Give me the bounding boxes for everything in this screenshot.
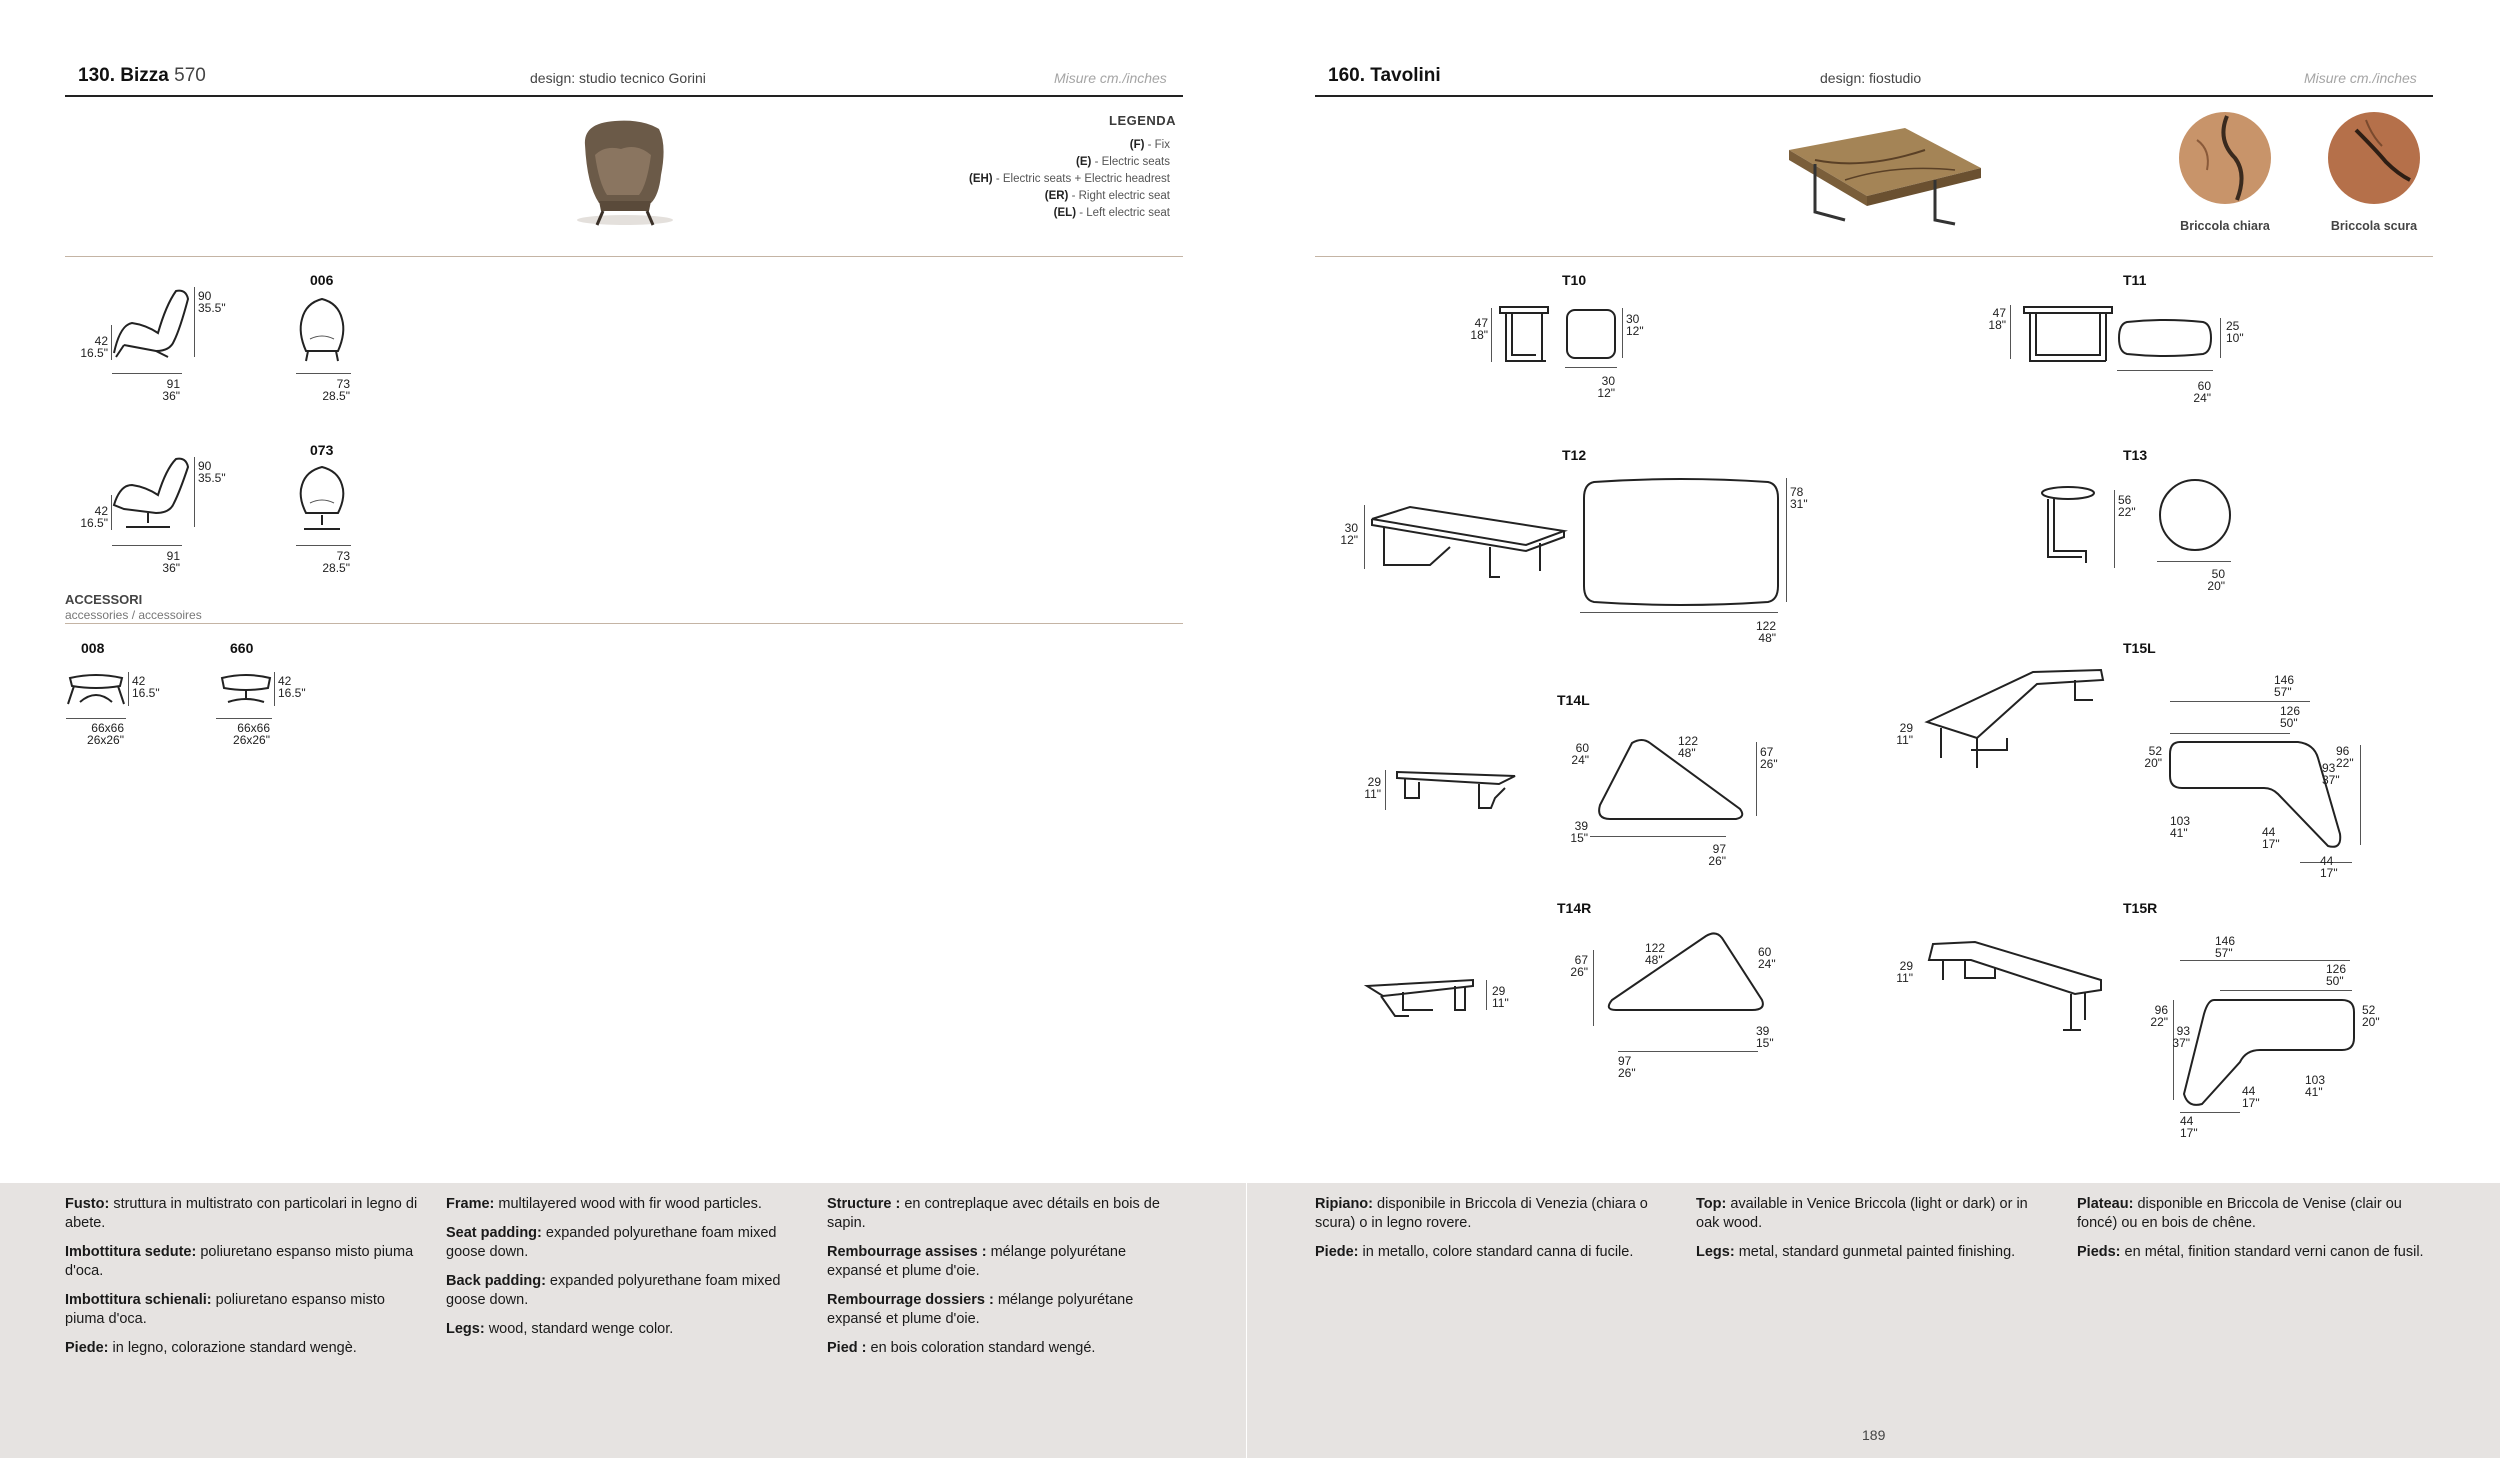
page-number: 189 — [1862, 1427, 1886, 1443]
t14r-top-drawing — [1600, 928, 1766, 1028]
dim-width: 78 31" — [1790, 485, 1808, 511]
t10-side-drawing — [1498, 305, 1550, 365]
table-code-T14L: T14L — [1557, 692, 1590, 708]
specs-right-en: Top: available in Venice Briccola (light or dark) or in oak wood. Legs: metal, standard gunmetal painted finishing. — [1696, 1196, 2028, 1260]
t14l-side-drawing — [1395, 768, 1517, 812]
dim-depth: 122 48" — [1755, 619, 1776, 645]
section-rule-right — [1315, 256, 2433, 257]
t13-top-drawing — [2157, 477, 2233, 553]
page-gutter — [1246, 1183, 1247, 1458]
product-name: Bizza — [120, 65, 169, 86]
table-code-T11: T11 — [2123, 272, 2147, 288]
t15r-top-drawing — [2180, 996, 2358, 1110]
dim-depth: 60 24" — [2193, 379, 2211, 405]
dim-g: 44 17" — [2262, 825, 2280, 851]
table-code-T10: T10 — [1562, 272, 1587, 288]
swatch-label: Briccola chiara — [2180, 219, 2270, 233]
dim-e: 39 15" — [1570, 819, 1588, 845]
table-code-T12: T12 — [1562, 447, 1587, 463]
coffee-table-photo — [1785, 120, 1985, 230]
accessories-title: ACCESSORI — [65, 592, 143, 607]
product-code: 570 — [174, 65, 206, 86]
dim-f: 97 26" — [1618, 1054, 1636, 1080]
dim-d: 96 22" — [2336, 744, 2354, 770]
specs-left-fr: Structure : en contreplaque avec détails en bois de sapin. Rembourrage assises : mélange polyurétane expansé et plume d'oie. Rembourrage dossiers : mélange polyurétane expansé et plume d'oie. Pied : en bois coloration standard wengé. — [827, 1196, 1160, 1356]
table-code-T13: T13 — [2123, 447, 2148, 463]
specs-left-it: Fusto: struttura in multistrato con particolari in legno di abete. Imbottitura sedute: poliuretano espanso misto piuma d'oca. Imbottitura schienali: poliuretano espanso misto piuma d'oca. Piede: in legno, colorazione standard wengè. — [65, 1196, 418, 1356]
section-number: 160. — [1328, 65, 1365, 86]
dim-c: 52 20" — [2144, 744, 2162, 770]
dim-b: 122 48" — [1645, 941, 1666, 967]
dim-f: 103 41" — [2170, 814, 2191, 840]
t13-side-drawing — [2038, 485, 2098, 569]
legend-title: LEGENDA — [1109, 113, 1177, 128]
dim-height: 47 18" — [1470, 316, 1488, 342]
dim-a: 60 24" — [1571, 741, 1589, 767]
t10-top-drawing — [1565, 308, 1617, 360]
dim-g: 44 17" — [2242, 1084, 2260, 1110]
dim-i: 44 17" — [2320, 854, 2338, 880]
specs-right-it: Ripiano: disponibile in Briccola di Venezia (chiara o scura) o in legno rovere. Piede: in metallo, colore standard canna di fucile. — [1315, 1196, 1648, 1260]
dim-depth: 91 36" — [162, 549, 180, 575]
dim-height: 30 12" — [1340, 521, 1358, 547]
t12-top-drawing — [1580, 478, 1782, 606]
t11-side-drawing — [2022, 305, 2114, 365]
ottoman-drawing — [66, 672, 126, 708]
dim-i: 44 17" — [2180, 1114, 2198, 1140]
dim-a: 67 26" — [1570, 953, 1588, 979]
dim-seat: 42 16.5" — [80, 504, 108, 530]
model-code-006: 006 — [310, 272, 334, 288]
section-number: 130. — [78, 65, 115, 86]
dim-b: 126 50" — [2280, 704, 2301, 730]
dim-height: 42 16.5" — [132, 674, 160, 700]
dim-seat: 42 16.5" — [80, 334, 108, 360]
table-code-T15R: T15R — [2123, 900, 2158, 916]
ottoman-swivel-drawing — [218, 672, 274, 708]
t15l-top-drawing — [2168, 738, 2344, 852]
accessory-code-660: 660 — [230, 640, 254, 656]
specs-right-fr: Plateau: disponible en Briccola de Venise (clair ou foncé) ou en bois de chêne. Pieds: en métal, finition standard verni canon de fusil. — [2077, 1196, 2424, 1260]
accessories-subtitle: accessories / accessoires — [65, 608, 202, 622]
measure-unit-right: Misure cm./inches — [2304, 70, 2417, 86]
dim-height: 47 18" — [1988, 306, 2006, 332]
t11-top-drawing — [2117, 318, 2213, 360]
t15l-perspective-drawing — [1925, 668, 2105, 770]
legend-item: (E) - Electric seats — [1076, 156, 1170, 168]
swivel-chair-front-drawing — [292, 463, 352, 535]
swivel-chair-side-drawing — [110, 455, 190, 530]
dim-height: 42 16.5" — [278, 674, 306, 700]
dim-width: 73 28.5" — [322, 549, 350, 575]
t14r-side-drawing — [1365, 976, 1475, 1026]
page-title-left — [78, 65, 206, 87]
header-rule-left — [65, 95, 1183, 97]
accessories-rule — [65, 623, 1183, 624]
t15r-perspective-drawing — [1925, 940, 2103, 1040]
product-name: Tavolini — [1370, 65, 1441, 86]
specs-left-en: Frame: multilayered wood with fir wood particles. Seat padding: expanded polyurethane foam mixed goose down. Back padding: expanded polyurethane foam mixed goose down. Legs: wood, standard wenge color. — [446, 1196, 781, 1337]
page-title-right — [1328, 65, 1441, 87]
legend-item: (EH) - Electric seats + Electric headrest — [969, 173, 1170, 185]
designer-right: design: fiostudio — [1820, 70, 1922, 86]
dim-e: 93 37" — [2172, 1024, 2190, 1050]
dim-c: 60 24" — [1758, 945, 1776, 971]
legend-item: (ER) - Right electric seat — [1044, 190, 1170, 202]
swatch-label: Briccola scura — [2330, 219, 2418, 233]
dim-height: 29 11" — [1896, 721, 1913, 747]
armchair-side-drawing — [110, 285, 190, 360]
table-code-T14R: T14R — [1557, 900, 1592, 916]
dim-height: 90 35.5" — [198, 459, 226, 485]
dim-depth: 91 36" — [162, 377, 180, 403]
dim-a: 146 57" — [2215, 934, 2236, 960]
model-code-073: 073 — [310, 442, 334, 458]
dim-b: 126 50" — [2326, 962, 2347, 988]
dim-c: 52 20" — [2362, 1003, 2380, 1029]
armchair-photo — [555, 115, 695, 227]
legend-item: (F) - Fix — [1129, 139, 1170, 151]
dim-e: 39 15" — [1756, 1024, 1774, 1050]
dim-height: 29 11" — [1364, 775, 1381, 801]
dim-width: 25 10" — [2226, 319, 2244, 345]
dim-width: 73 28.5" — [322, 377, 350, 403]
dim-height: 56 22" — [2118, 493, 2136, 519]
dim-depth: 50 20" — [2207, 567, 2225, 593]
dim-depth: 30 12" — [1597, 374, 1615, 400]
designer-left: design: studio tecnico Gorini — [530, 70, 706, 86]
swatch-briccola-chiara — [2177, 110, 2273, 206]
dim-height: 90 35.5" — [198, 289, 226, 315]
swatch-briccola-scura — [2326, 110, 2422, 206]
dim-d: 96 22" — [2150, 1003, 2168, 1029]
dim-f: 103 41" — [2305, 1073, 2326, 1099]
dim-c: 67 26" — [1760, 745, 1778, 771]
dim-height: 29 11" — [1492, 984, 1509, 1010]
dim-height: 29 11" — [1896, 959, 1913, 985]
section-rule-left — [65, 256, 1183, 257]
armchair-front-drawing — [292, 293, 352, 363]
dim-size: 66x66 26x26" — [87, 721, 124, 747]
legend-item: (EL) - Left electric seat — [1053, 207, 1170, 219]
t14l-top-drawing — [1590, 735, 1750, 829]
dim-size: 66x66 26x26" — [233, 721, 270, 747]
dim-f: 97 26" — [1708, 842, 1726, 868]
t12-perspective-drawing — [1370, 505, 1566, 585]
dim-e: 93 37" — [2322, 761, 2340, 787]
dim-b: 122 48" — [1678, 734, 1699, 760]
dim-width: 30 12" — [1626, 312, 1644, 338]
header-rule-right — [1315, 95, 2433, 97]
dim-a: 146 57" — [2274, 673, 2295, 699]
accessory-code-008: 008 — [81, 640, 105, 656]
table-code-T15L: T15L — [2123, 640, 2156, 656]
measure-unit-left: Misure cm./inches — [1054, 70, 1167, 86]
legend-list — [850, 137, 1170, 222]
